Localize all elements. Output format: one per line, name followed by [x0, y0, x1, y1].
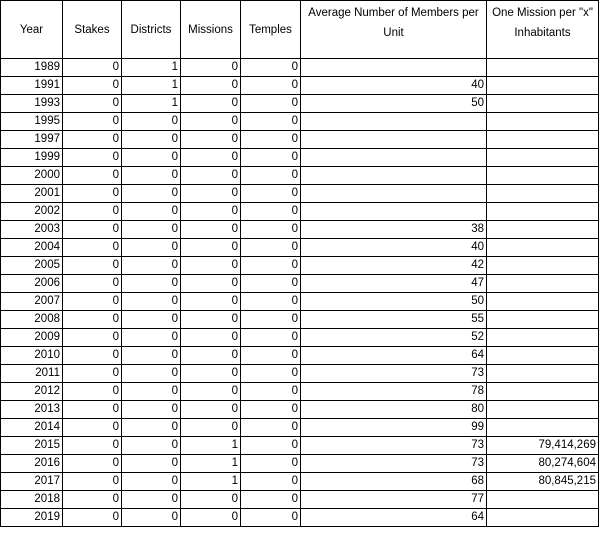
table-row [1, 77, 599, 95]
header-stakes[interactable]: Stakes [63, 1, 122, 59]
cell-temples[interactable]: 0 [241, 221, 301, 239]
cell-temples[interactable]: 0 [241, 113, 301, 131]
cell-year[interactable]: 2018 [1, 491, 63, 509]
cell-stakes[interactable]: 0 [63, 383, 122, 401]
cell-inhabitants-per-mission[interactable] [487, 365, 599, 383]
cell-temples[interactable]: 0 [241, 329, 301, 347]
header-one-mission-per-inhabitants[interactable]: One Mission per "x" Inhabitants [487, 1, 599, 59]
cell-year[interactable]: 2019 [1, 509, 63, 527]
cell-stakes[interactable]: 0 [63, 239, 122, 257]
cell-average-members[interactable]: 40 [301, 239, 487, 257]
cell-districts[interactable]: 0 [122, 275, 181, 293]
cell-districts[interactable]: 0 [122, 329, 181, 347]
table-body [1, 59, 599, 527]
cell-districts[interactable]: 0 [122, 383, 181, 401]
cell-missions[interactable]: 0 [181, 59, 241, 77]
cell-districts[interactable]: 0 [122, 311, 181, 329]
cell-districts[interactable]: 0 [122, 401, 181, 419]
cell-temples[interactable]: 0 [241, 59, 301, 77]
cell-districts[interactable]: 0 [122, 473, 181, 491]
cell-temples[interactable]: 0 [241, 167, 301, 185]
header-row [1, 1, 599, 59]
table-row [1, 293, 599, 311]
cell-missions[interactable]: 0 [181, 77, 241, 95]
cell-average-members[interactable]: 80 [301, 401, 487, 419]
cell-average-members[interactable]: 38 [301, 221, 487, 239]
cell-inhabitants-per-mission[interactable] [487, 185, 599, 203]
cell-districts[interactable]: 0 [122, 455, 181, 473]
cell-inhabitants-per-mission[interactable] [487, 113, 599, 131]
cell-average-members[interactable]: 73 [301, 365, 487, 383]
cell-missions[interactable]: 0 [181, 113, 241, 131]
cell-districts[interactable]: 0 [122, 437, 181, 455]
cell-districts[interactable]: 0 [122, 419, 181, 437]
cell-average-members[interactable] [301, 167, 487, 185]
header-average-members-per-unit[interactable]: Average Number of Members per Unit [301, 1, 487, 59]
table-row [1, 311, 599, 329]
cell-stakes[interactable]: 0 [63, 203, 122, 221]
cell-districts[interactable]: 0 [122, 149, 181, 167]
cell-year[interactable]: 1995 [1, 113, 63, 131]
cell-average-members[interactable] [301, 131, 487, 149]
table-row [1, 95, 599, 113]
table-row [1, 509, 599, 527]
cell-inhabitants-per-mission[interactable] [487, 293, 599, 311]
cell-districts[interactable]: 0 [122, 509, 181, 527]
cell-missions[interactable]: 0 [181, 311, 241, 329]
cell-stakes[interactable]: 0 [63, 473, 122, 491]
cell-missions[interactable]: 0 [181, 365, 241, 383]
cell-stakes[interactable]: 0 [63, 293, 122, 311]
cell-temples[interactable]: 0 [241, 347, 301, 365]
cell-year[interactable]: 1989 [1, 59, 63, 77]
cell-missions[interactable]: 0 [181, 149, 241, 167]
table-row [1, 221, 599, 239]
cell-stakes[interactable]: 0 [63, 221, 122, 239]
table-row [1, 329, 599, 347]
cell-average-members[interactable]: 52 [301, 329, 487, 347]
cell-temples[interactable]: 0 [241, 77, 301, 95]
cell-temples[interactable]: 0 [241, 491, 301, 509]
cell-stakes[interactable]: 0 [63, 275, 122, 293]
cell-stakes[interactable]: 0 [63, 347, 122, 365]
cell-average-members[interactable]: 47 [301, 275, 487, 293]
cell-stakes[interactable]: 0 [63, 401, 122, 419]
cell-missions[interactable]: 1 [181, 437, 241, 455]
cell-temples[interactable]: 0 [241, 473, 301, 491]
cell-districts[interactable]: 0 [122, 239, 181, 257]
cell-average-members[interactable]: 40 [301, 77, 487, 95]
cell-temples[interactable]: 0 [241, 419, 301, 437]
cell-missions[interactable]: 0 [181, 239, 241, 257]
cell-stakes[interactable]: 0 [63, 311, 122, 329]
cell-districts[interactable]: 0 [122, 203, 181, 221]
cell-districts[interactable]: 0 [122, 293, 181, 311]
cell-year[interactable]: 2010 [1, 347, 63, 365]
cell-missions[interactable]: 0 [181, 95, 241, 113]
cell-average-members[interactable]: 42 [301, 257, 487, 275]
cell-inhabitants-per-mission[interactable] [487, 383, 599, 401]
cell-temples[interactable]: 0 [241, 509, 301, 527]
cell-average-members[interactable]: 50 [301, 293, 487, 311]
cell-average-members[interactable]: 64 [301, 347, 487, 365]
cell-missions[interactable]: 0 [181, 329, 241, 347]
cell-districts[interactable]: 0 [122, 113, 181, 131]
cell-year[interactable]: 1991 [1, 77, 63, 95]
cell-inhabitants-per-mission[interactable] [487, 329, 599, 347]
cell-stakes[interactable]: 0 [63, 455, 122, 473]
cell-missions[interactable]: 0 [181, 293, 241, 311]
cell-missions[interactable]: 0 [181, 401, 241, 419]
cell-inhabitants-per-mission[interactable] [487, 311, 599, 329]
cell-year[interactable]: 2013 [1, 401, 63, 419]
cell-stakes[interactable]: 0 [63, 149, 122, 167]
header-year[interactable]: Year [1, 1, 63, 59]
cell-year[interactable]: 2014 [1, 419, 63, 437]
cell-year[interactable]: 1999 [1, 149, 63, 167]
cell-missions[interactable]: 0 [181, 221, 241, 239]
cell-year[interactable]: 1993 [1, 95, 63, 113]
cell-temples[interactable]: 0 [241, 257, 301, 275]
cell-stakes[interactable]: 0 [63, 437, 122, 455]
cell-districts[interactable]: 1 [122, 95, 181, 113]
cell-temples[interactable]: 0 [241, 293, 301, 311]
cell-year[interactable]: 2003 [1, 221, 63, 239]
cell-average-members[interactable]: 55 [301, 311, 487, 329]
table-row [1, 167, 599, 185]
table-row [1, 401, 599, 419]
cell-missions[interactable]: 0 [181, 203, 241, 221]
cell-average-members[interactable]: 78 [301, 383, 487, 401]
cell-stakes[interactable]: 0 [63, 365, 122, 383]
cell-inhabitants-per-mission[interactable] [487, 59, 599, 77]
cell-temples[interactable]: 0 [241, 95, 301, 113]
cell-stakes[interactable]: 0 [63, 59, 122, 77]
cell-districts[interactable]: 1 [122, 77, 181, 95]
cell-year[interactable]: 2002 [1, 203, 63, 221]
cell-temples[interactable]: 0 [241, 311, 301, 329]
cell-year[interactable]: 2006 [1, 275, 63, 293]
cell-temples[interactable]: 0 [241, 131, 301, 149]
cell-missions[interactable]: 1 [181, 473, 241, 491]
cell-average-members[interactable] [301, 59, 487, 77]
cell-inhabitants-per-mission[interactable]: 79,414,269 [487, 437, 599, 455]
cell-average-members[interactable]: 64 [301, 509, 487, 527]
cell-year[interactable]: 2016 [1, 455, 63, 473]
cell-temples[interactable]: 0 [241, 437, 301, 455]
cell-inhabitants-per-mission[interactable]: 80,845,215 [487, 473, 599, 491]
cell-temples[interactable]: 0 [241, 455, 301, 473]
cell-missions[interactable]: 0 [181, 275, 241, 293]
cell-missions[interactable]: 0 [181, 419, 241, 437]
cell-inhabitants-per-mission[interactable] [487, 149, 599, 167]
cell-districts[interactable]: 0 [122, 221, 181, 239]
cell-stakes[interactable]: 0 [63, 491, 122, 509]
cell-inhabitants-per-mission[interactable] [487, 221, 599, 239]
cell-inhabitants-per-mission[interactable] [487, 347, 599, 365]
header-missions[interactable]: Missions [181, 1, 241, 59]
cell-stakes[interactable]: 0 [63, 113, 122, 131]
cell-missions[interactable]: 0 [181, 347, 241, 365]
table-row [1, 275, 599, 293]
cell-year[interactable]: 2001 [1, 185, 63, 203]
cell-districts[interactable]: 0 [122, 167, 181, 185]
table-row [1, 59, 599, 77]
cell-average-members[interactable]: 99 [301, 419, 487, 437]
cell-inhabitants-per-mission[interactable] [487, 77, 599, 95]
table-row [1, 203, 599, 221]
cell-stakes[interactable]: 0 [63, 509, 122, 527]
cell-inhabitants-per-mission[interactable] [487, 401, 599, 419]
cell-average-members[interactable] [301, 113, 487, 131]
cell-temples[interactable]: 0 [241, 203, 301, 221]
table-row [1, 239, 599, 257]
cell-missions[interactable]: 0 [181, 383, 241, 401]
cell-year[interactable]: 2004 [1, 239, 63, 257]
cell-temples[interactable]: 0 [241, 239, 301, 257]
table-row [1, 473, 599, 491]
cell-missions[interactable]: 0 [181, 185, 241, 203]
cell-year[interactable]: 2015 [1, 437, 63, 455]
cell-average-members[interactable]: 77 [301, 491, 487, 509]
cell-districts[interactable]: 0 [122, 185, 181, 203]
cell-average-members[interactable]: 68 [301, 473, 487, 491]
cell-missions[interactable]: 0 [181, 491, 241, 509]
cell-missions[interactable]: 0 [181, 257, 241, 275]
cell-inhabitants-per-mission[interactable] [487, 419, 599, 437]
cell-average-members[interactable] [301, 185, 487, 203]
cell-missions[interactable]: 1 [181, 455, 241, 473]
cell-year[interactable]: 2007 [1, 293, 63, 311]
cell-average-members[interactable]: 73 [301, 455, 487, 473]
cell-inhabitants-per-mission[interactable] [487, 203, 599, 221]
cell-temples[interactable]: 0 [241, 185, 301, 203]
cell-year[interactable]: 2005 [1, 257, 63, 275]
table-row [1, 383, 599, 401]
table-row [1, 365, 599, 383]
cell-average-members[interactable]: 73 [301, 437, 487, 455]
cell-districts[interactable]: 0 [122, 347, 181, 365]
cell-districts[interactable]: 0 [122, 131, 181, 149]
cell-average-members[interactable] [301, 149, 487, 167]
cell-temples[interactable]: 0 [241, 401, 301, 419]
table-row [1, 131, 599, 149]
table-row [1, 419, 599, 437]
cell-year[interactable]: 2000 [1, 167, 63, 185]
cell-missions[interactable]: 0 [181, 131, 241, 149]
cell-inhabitants-per-mission[interactable] [487, 275, 599, 293]
cell-average-members[interactable] [301, 203, 487, 221]
cell-temples[interactable]: 0 [241, 365, 301, 383]
cell-stakes[interactable]: 0 [63, 185, 122, 203]
table-row [1, 113, 599, 131]
cell-year[interactable]: 2008 [1, 311, 63, 329]
cell-inhabitants-per-mission[interactable] [487, 491, 599, 509]
cell-year[interactable]: 2017 [1, 473, 63, 491]
header-districts[interactable]: Districts [122, 1, 181, 59]
cell-stakes[interactable]: 0 [63, 77, 122, 95]
cell-temples[interactable]: 0 [241, 383, 301, 401]
table-row [1, 185, 599, 203]
cell-inhabitants-per-mission[interactable] [487, 509, 599, 527]
cell-inhabitants-per-mission[interactable] [487, 95, 599, 113]
cell-year[interactable]: 1997 [1, 131, 63, 149]
cell-districts[interactable]: 0 [122, 257, 181, 275]
cell-inhabitants-per-mission[interactable]: 80,274,604 [487, 455, 599, 473]
cell-average-members[interactable]: 50 [301, 95, 487, 113]
cell-districts[interactable]: 1 [122, 59, 181, 77]
table-row [1, 149, 599, 167]
cell-inhabitants-per-mission[interactable] [487, 257, 599, 275]
cell-stakes[interactable]: 0 [63, 257, 122, 275]
cell-districts[interactable]: 0 [122, 365, 181, 383]
cell-temples[interactable]: 0 [241, 275, 301, 293]
header-temples[interactable]: Temples [241, 1, 301, 59]
cell-stakes[interactable]: 0 [63, 329, 122, 347]
cell-missions[interactable]: 0 [181, 509, 241, 527]
cell-year[interactable]: 2009 [1, 329, 63, 347]
table-row [1, 491, 599, 509]
cell-inhabitants-per-mission[interactable] [487, 167, 599, 185]
cell-districts[interactable]: 0 [122, 491, 181, 509]
cell-stakes[interactable]: 0 [63, 131, 122, 149]
cell-missions[interactable]: 0 [181, 167, 241, 185]
table-row [1, 437, 599, 455]
cell-year[interactable]: 2011 [1, 365, 63, 383]
cell-inhabitants-per-mission[interactable] [487, 239, 599, 257]
cell-year[interactable]: 2012 [1, 383, 63, 401]
cell-stakes[interactable]: 0 [63, 419, 122, 437]
cell-inhabitants-per-mission[interactable] [487, 131, 599, 149]
table-row [1, 347, 599, 365]
cell-stakes[interactable]: 0 [63, 167, 122, 185]
cell-temples[interactable]: 0 [241, 149, 301, 167]
cell-stakes[interactable]: 0 [63, 95, 122, 113]
table-row [1, 455, 599, 473]
table-row [1, 257, 599, 275]
